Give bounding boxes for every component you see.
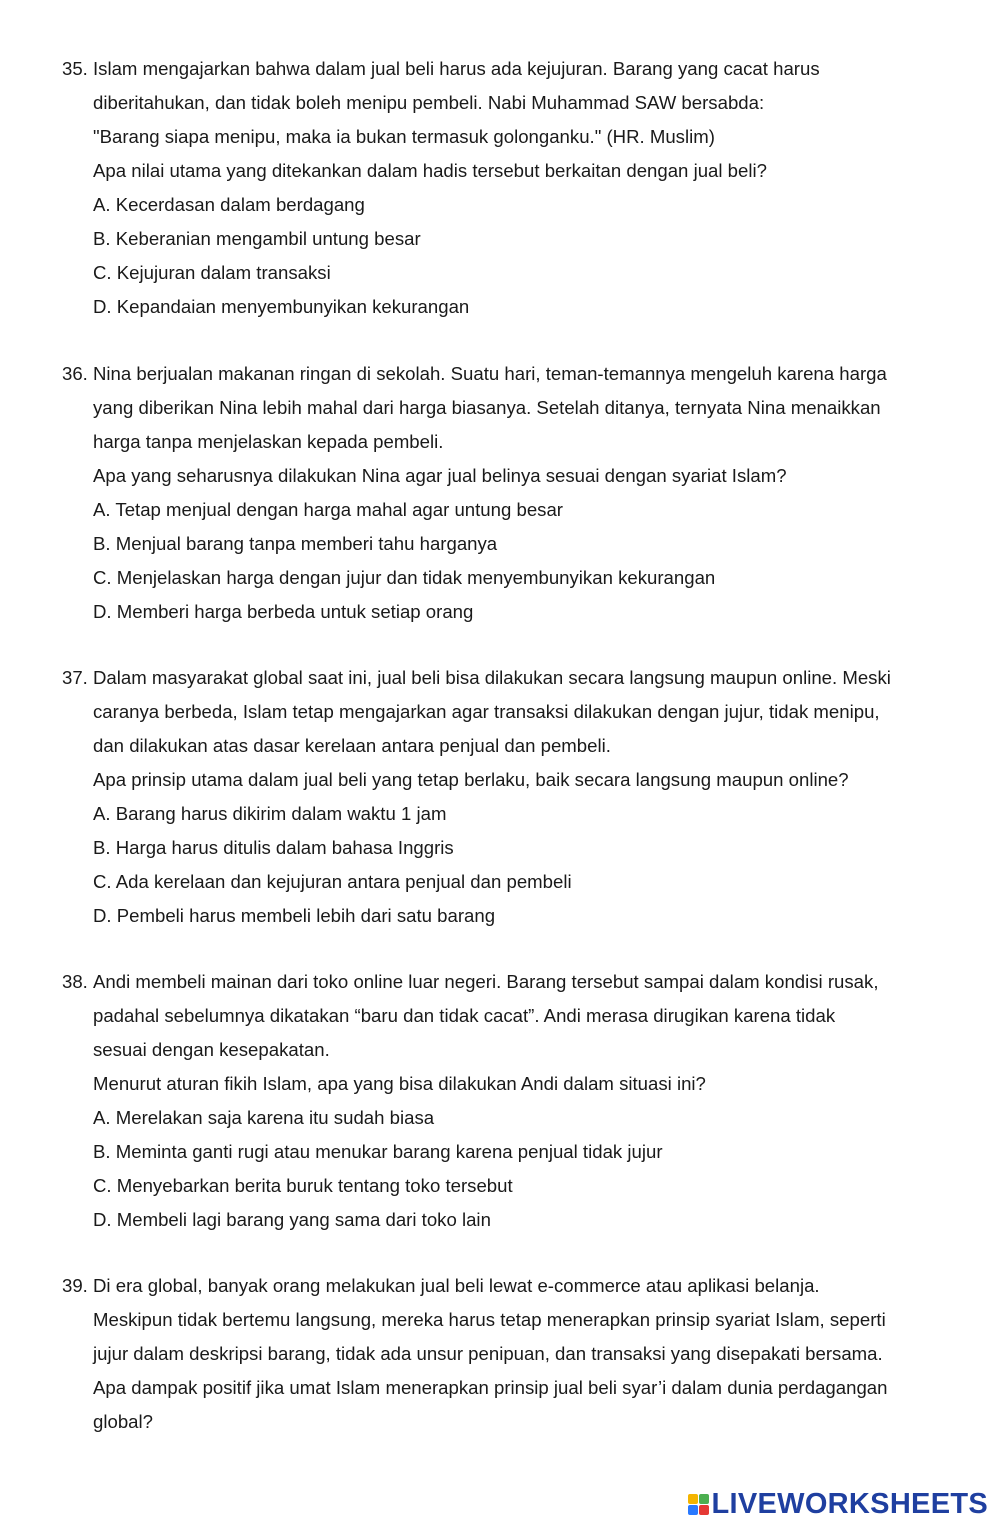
answer-option-b[interactable]: B. Menjual barang tanpa memberi tahu harganya [93,533,498,554]
question-text-line: Meskipun tidak bertemu langsung, mereka harus tetap menerapkan prinsip syariat Islam, seperti [93,1309,886,1330]
question-text-line: yang diberikan Nina lebih mahal dari harga biasanya. Setelah ditanya, ternyata Nina menaikkan [93,397,881,418]
logo-text: LIVEWORKSHEETS [711,1487,988,1520]
logo-square-icon [699,1505,709,1515]
question-number: 38. [62,971,88,992]
question-39 [62,1269,952,1439]
question-text-line: padahal sebelumnya dikatakan “baru dan tidak cacat”. Andi merasa dirugikan karena tidak [93,1005,836,1026]
answer-option-b[interactable]: B. Keberanian mengambil untung besar [93,228,421,249]
question-text-line: 37. Dalam masyarakat global saat ini, jual beli bisa dilakukan secara langsung maupun online. Meski [62,661,952,695]
answer-option-c[interactable]: C. Menjelaskan harga dengan jujur dan tidak menyembunyikan kekurangan [93,567,716,588]
answer-option-a[interactable]: A. Barang harus dikirim dalam waktu 1 jam [93,803,447,824]
question-37 [62,661,952,933]
question-text-line: diberitahukan, dan tidak boleh menipu pembeli. Nabi Muhammad SAW bersabda: [93,92,765,113]
question-text-line: sesuai dengan kesepakatan. [93,1039,330,1060]
answer-option-b[interactable]: B. Harga harus ditulis dalam bahasa Inggris [93,837,454,858]
liveworksheets-logo [688,1484,989,1524]
question-number: 35. [62,58,88,79]
question-35 [62,52,952,324]
question-number: 37. [62,667,88,688]
answer-option-a[interactable]: A. Kecerdasan dalam berdagang [93,194,365,215]
answer-option-c[interactable]: C. Kejujuran dalam transaksi [93,262,331,283]
question-text-line: 35. Islam mengajarkan bahwa dalam jual beli harus ada kejujuran. Barang yang cacat harus [62,52,952,86]
question-text-line: 38. Andi membeli mainan dari toko online luar negeri. Barang tersebut sampai dalam kondisi rusak, [62,965,952,999]
question-prompt: Menurut aturan fikih Islam, apa yang bisa dilakukan Andi dalam situasi ini? [93,1073,706,1094]
answer-option-a[interactable]: A. Merelakan saja karena itu sudah biasa [93,1107,435,1128]
question-text-line: jujur dalam deskripsi barang, tidak ada unsur penipuan, dan transaksi yang disepakati bersama. [93,1343,883,1364]
liveworksheets-logo-icon [688,1494,709,1515]
question-text-line: 36. Nina berjualan makanan ringan di sekolah. Suatu hari, teman-temannya mengeluh karena harga [62,357,952,391]
question-text-line: caranya berbeda, Islam tetap mengajarkan agar transaksi dilakukan dengan jujur, tidak menipu, [93,701,880,722]
question-number: 36. [62,363,88,384]
logo-square-icon [699,1494,709,1504]
question-text-line: dan dilakukan atas dasar kerelaan antara penjual dan pembeli. [93,735,611,756]
question-prompt: Apa yang seharusnya dilakukan Nina agar jual belinya sesuai dengan syariat Islam? [93,465,787,486]
answer-option-d[interactable]: D. Pembeli harus membeli lebih dari satu barang [93,905,496,926]
question-36 [62,357,952,629]
answer-option-c[interactable]: C. Ada kerelaan dan kejujuran antara penjual dan pembeli [93,871,572,892]
question-text-line: "Barang siapa menipu, maka ia bukan termasuk golonganku." (HR. Muslim) [93,126,715,147]
question-number: 39. [62,1275,88,1296]
question-prompt: Apa dampak positif jika umat Islam menerapkan prinsip jual beli syar’i dalam dunia perdagangan [93,1377,888,1398]
answer-option-d[interactable]: D. Kepandaian menyembunyikan kekurangan [93,296,470,317]
question-prompt: Apa nilai utama yang ditekankan dalam hadis tersebut berkaitan dengan jual beli? [93,160,767,181]
answer-option-d[interactable]: D. Memberi harga berbeda untuk setiap orang [93,601,474,622]
question-prompt: global? [93,1411,153,1432]
answer-option-a[interactable]: A. Tetap menjual dengan harga mahal agar untung besar [93,499,563,520]
answer-option-d[interactable]: D. Membeli lagi barang yang sama dari toko lain [93,1209,491,1230]
question-text-line: harga tanpa menjelaskan kepada pembeli. [93,431,444,452]
question-prompt: Apa prinsip utama dalam jual beli yang tetap berlaku, baik secara langsung maupun online? [93,769,849,790]
logo-square-icon [688,1494,698,1504]
answer-option-b[interactable]: B. Meminta ganti rugi atau menukar barang karena penjual tidak jujur [93,1141,663,1162]
question-text-line: 39. Di era global, banyak orang melakukan jual beli lewat e-commerce atau aplikasi belanja. [62,1269,952,1303]
answer-option-c[interactable]: C. Menyebarkan berita buruk tentang toko tersebut [93,1175,513,1196]
logo-square-icon [688,1505,698,1515]
question-38 [62,965,952,1237]
